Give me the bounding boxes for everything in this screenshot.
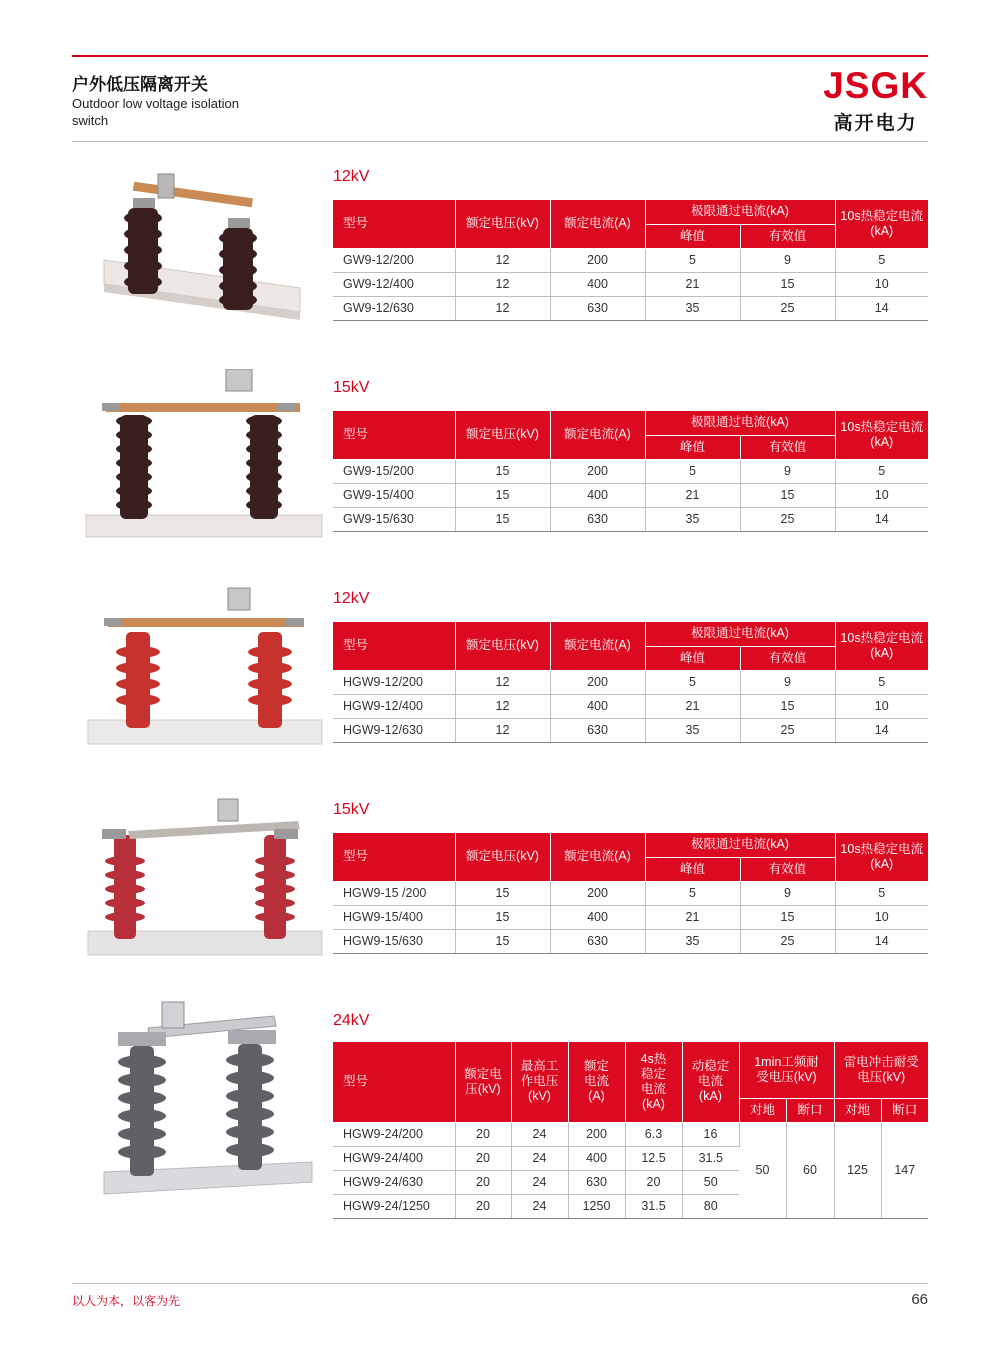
cell-voltage: 12 <box>455 296 550 320</box>
cell-voltage: 12 <box>455 694 550 718</box>
header-rms: 有效值 <box>740 224 835 248</box>
brand-name: 高开电力 <box>833 113 918 134</box>
cell-model: GW9-12/630 <box>333 296 455 320</box>
cell-peak: 21 <box>645 694 740 718</box>
header-peak: 峰值 <box>645 435 740 459</box>
cell-current: 630 <box>550 296 645 320</box>
cell-current: 400 <box>568 1146 625 1170</box>
brand <box>823 66 928 135</box>
header-rated-voltage: 额定电压(kV) <box>455 1042 511 1122</box>
cell-peak: 21 <box>645 272 740 296</box>
cell-voltage: 15 <box>455 881 550 905</box>
header-rated-voltage: 额定电压(kV) <box>455 411 550 459</box>
cell-voltage: 20 <box>455 1146 511 1170</box>
cell-model: GW9-12/200 <box>333 248 455 272</box>
cell-model: HGW9-24/200 <box>333 1122 455 1146</box>
brown-insulator-disconnect-switch-icon <box>78 369 324 559</box>
top-rule <box>72 55 928 57</box>
cell-current: 1250 <box>568 1194 625 1218</box>
header-thermal-4s: 4s热稳定电流(kA) <box>625 1042 682 1122</box>
red-insulator-disconnect-switch-icon <box>78 580 324 770</box>
cell-peak: 35 <box>645 718 740 742</box>
cell-current: 200 <box>568 1122 625 1146</box>
cell-model: GW9-15/200 <box>333 459 455 483</box>
header-thermal-current: 10s热稳定电流(kA) <box>835 411 928 459</box>
cell-current: 630 <box>550 718 645 742</box>
spec-table <box>333 833 928 954</box>
cell-model: HGW9-15/400 <box>333 905 455 929</box>
cell-pf-break: 60 <box>786 1122 834 1218</box>
header-limit-current: 极限通过电流(kA) <box>645 200 835 224</box>
cell-li-ground: 125 <box>834 1122 881 1218</box>
header-limit-current: 极限通过电流(kA) <box>645 622 835 646</box>
cell-thermal: 5 <box>835 670 928 694</box>
header-break: 断口 <box>786 1098 834 1122</box>
cell-model: HGW9-24/1250 <box>333 1194 455 1218</box>
cell-voltage: 15 <box>455 929 550 953</box>
header-limit-current: 极限通过电流(kA) <box>645 411 835 435</box>
cell-model: GW9-12/400 <box>333 272 455 296</box>
cell-voltage: 12 <box>455 272 550 296</box>
cell-current: 630 <box>550 929 645 953</box>
cell-max-voltage: 24 <box>511 1122 568 1146</box>
cell-peak: 5 <box>645 881 740 905</box>
cell-model: GW9-15/400 <box>333 483 455 507</box>
table-row <box>333 718 928 742</box>
brown-insulator-disconnect-switch-icon <box>78 160 324 350</box>
cell-voltage: 12 <box>455 718 550 742</box>
cell-thermal: 10 <box>835 483 928 507</box>
header-rated-voltage: 额定电压(kV) <box>455 622 550 670</box>
header-ground: 对地 <box>739 1098 786 1122</box>
cell-peak: 35 <box>645 507 740 531</box>
table-row <box>333 507 928 531</box>
header-power-freq-voltage: 1min工频耐受电压(kV) <box>739 1042 834 1098</box>
cell-current: 200 <box>550 459 645 483</box>
cell-model: HGW9-24/400 <box>333 1146 455 1170</box>
table-row <box>333 483 928 507</box>
cell-rms: 9 <box>740 670 835 694</box>
cell-voltage: 20 <box>455 1170 511 1194</box>
cell-dynamic: 80 <box>682 1194 739 1218</box>
header-limit-current: 极限通过电流(kA) <box>645 833 835 857</box>
voltage-class-heading: 12kV <box>333 590 370 607</box>
header-lightning-voltage: 雷电冲击耐受电压(kV) <box>834 1042 928 1098</box>
table-row <box>333 929 928 953</box>
cell-peak: 35 <box>645 929 740 953</box>
cell-thermal: 14 <box>835 929 928 953</box>
cell-rms: 15 <box>740 905 835 929</box>
cell-model: HGW9-12/200 <box>333 670 455 694</box>
table-row <box>333 1122 928 1146</box>
cell-peak: 35 <box>645 296 740 320</box>
cell-dynamic: 16 <box>682 1122 739 1146</box>
cell-peak: 5 <box>645 459 740 483</box>
page-title: 户外低压隔离开关 <box>72 75 208 94</box>
cell-voltage: 20 <box>455 1122 511 1146</box>
cell-thermal: 5 <box>835 881 928 905</box>
cell-rms: 9 <box>740 248 835 272</box>
cell-model: HGW9-15 /200 <box>333 881 455 905</box>
cell-peak: 21 <box>645 483 740 507</box>
table-row <box>333 881 928 905</box>
spec-table-24kv <box>333 1042 928 1219</box>
header-rms: 有效值 <box>740 435 835 459</box>
header-model: 型号 <box>333 411 455 459</box>
cell-rms: 15 <box>740 694 835 718</box>
header-peak: 峰值 <box>645 857 740 881</box>
voltage-class-heading: 15kV <box>333 379 370 396</box>
cell-thermal: 10 <box>835 272 928 296</box>
cell-model: HGW9-12/400 <box>333 694 455 718</box>
table-row <box>333 905 928 929</box>
cell-max-voltage: 24 <box>511 1194 568 1218</box>
cell-rms: 15 <box>740 272 835 296</box>
cell-rms: 25 <box>740 507 835 531</box>
header-peak: 峰值 <box>645 224 740 248</box>
cell-dynamic: 50 <box>682 1170 739 1194</box>
voltage-class-heading: 24kV <box>333 1012 370 1029</box>
header-rated-current: 额定电流(A) <box>550 833 645 881</box>
header-rated-voltage: 额定电压(kV) <box>455 833 550 881</box>
header-model: 型号 <box>333 200 455 248</box>
cell-current: 200 <box>550 248 645 272</box>
header-model: 型号 <box>333 1042 455 1122</box>
header-thermal-current: 10s热稳定电流(kA) <box>835 622 928 670</box>
cell-model: HGW9-24/630 <box>333 1170 455 1194</box>
header-rated-current: 额定电流(A) <box>550 622 645 670</box>
table-row <box>333 670 928 694</box>
spec-table <box>333 200 928 321</box>
cell-model: GW9-15/630 <box>333 507 455 531</box>
header-model: 型号 <box>333 833 455 881</box>
cell-current: 400 <box>550 905 645 929</box>
cell-voltage: 15 <box>455 483 550 507</box>
table-row <box>333 272 928 296</box>
cell-thermal: 14 <box>835 296 928 320</box>
page-number: 66 <box>911 1291 928 1308</box>
cell-thermal: 14 <box>835 507 928 531</box>
table-row <box>333 248 928 272</box>
cell-current: 200 <box>550 881 645 905</box>
cell-voltage: 12 <box>455 670 550 694</box>
cell-voltage: 12 <box>455 248 550 272</box>
cell-current: 400 <box>550 483 645 507</box>
cell-max-voltage: 24 <box>511 1170 568 1194</box>
cell-rms: 9 <box>740 459 835 483</box>
cell-max-voltage: 24 <box>511 1146 568 1170</box>
header-ground: 对地 <box>834 1098 881 1122</box>
spec-table <box>333 411 928 532</box>
cell-model: HGW9-12/630 <box>333 718 455 742</box>
footer-divider <box>72 1283 928 1284</box>
cell-thermal: 12.5 <box>625 1146 682 1170</box>
footer-slogan: 以人为本，以客为先 <box>72 1294 181 1308</box>
cell-thermal: 10 <box>835 905 928 929</box>
cell-current: 400 <box>550 694 645 718</box>
table-row <box>333 296 928 320</box>
cell-thermal: 20 <box>625 1170 682 1194</box>
cell-model: HGW9-15/630 <box>333 929 455 953</box>
cell-rms: 25 <box>740 718 835 742</box>
header-rated-current: 额定电流(A) <box>568 1042 625 1122</box>
header-dynamic-current: 动稳定电流(kA) <box>682 1042 739 1122</box>
header-rated-current: 额定电流(A) <box>550 200 645 248</box>
cell-dynamic: 31.5 <box>682 1146 739 1170</box>
header-max-voltage: 最高工作电压(kV) <box>511 1042 568 1122</box>
cell-voltage: 20 <box>455 1194 511 1218</box>
cell-rms: 25 <box>740 929 835 953</box>
cell-peak: 5 <box>645 248 740 272</box>
cell-pf-ground: 50 <box>739 1122 786 1218</box>
brand-logo: JSGK <box>823 65 928 106</box>
cell-thermal: 31.5 <box>625 1194 682 1218</box>
header-rms: 有效值 <box>740 857 835 881</box>
header-rated-current: 额定电流(A) <box>550 411 645 459</box>
table-row <box>333 694 928 718</box>
cell-rms: 9 <box>740 881 835 905</box>
cell-thermal: 6.3 <box>625 1122 682 1146</box>
header-break: 断口 <box>881 1098 928 1122</box>
cell-li-break: 147 <box>881 1122 928 1218</box>
cell-rms: 25 <box>740 296 835 320</box>
cell-thermal: 5 <box>835 459 928 483</box>
header-peak: 峰值 <box>645 646 740 670</box>
grey-insulator-disconnect-switch-icon <box>78 994 324 1210</box>
cell-thermal: 10 <box>835 694 928 718</box>
cell-rms: 15 <box>740 483 835 507</box>
header-divider <box>72 141 928 142</box>
cell-thermal: 5 <box>835 248 928 272</box>
voltage-class-heading: 15kV <box>333 801 370 818</box>
cell-voltage: 15 <box>455 507 550 531</box>
cell-current: 200 <box>550 670 645 694</box>
red-insulator-disconnect-switch-icon <box>78 791 324 981</box>
header-thermal-current: 10s热稳定电流(kA) <box>835 200 928 248</box>
header-rms: 有效值 <box>740 646 835 670</box>
table-row <box>333 459 928 483</box>
cell-current: 400 <box>550 272 645 296</box>
header-thermal-current: 10s热稳定电流(kA) <box>835 833 928 881</box>
cell-voltage: 15 <box>455 905 550 929</box>
header-rated-voltage: 额定电压(kV) <box>455 200 550 248</box>
cell-current: 630 <box>550 507 645 531</box>
page-subtitle: Outdoor low voltage isolation switch <box>72 96 239 128</box>
header-model: 型号 <box>333 622 455 670</box>
cell-voltage: 15 <box>455 459 550 483</box>
cell-thermal: 14 <box>835 718 928 742</box>
cell-peak: 21 <box>645 905 740 929</box>
spec-table <box>333 622 928 743</box>
cell-current: 630 <box>568 1170 625 1194</box>
cell-peak: 5 <box>645 670 740 694</box>
voltage-class-heading: 12kV <box>333 168 370 185</box>
